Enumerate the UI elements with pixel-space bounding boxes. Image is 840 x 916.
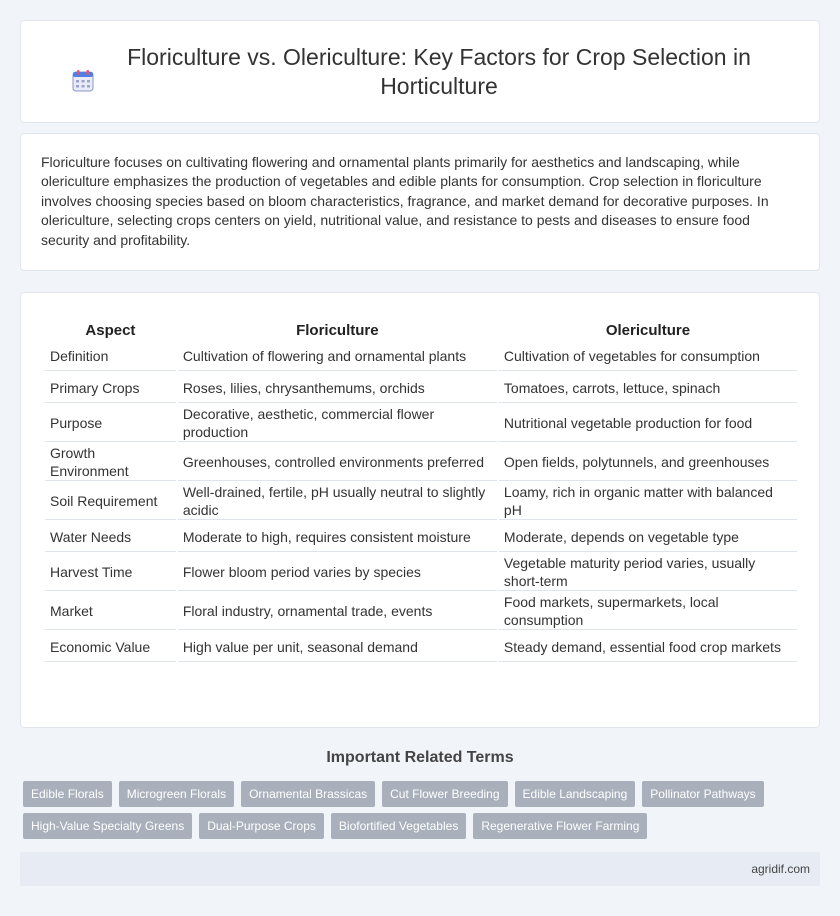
tag-biofortified-vegetables[interactable]: Biofortified Vegetables	[331, 813, 466, 839]
table-cell: Greenhouses, controlled environments preferred	[178, 444, 497, 481]
page-title: Floriculture vs. Olericulture: Key Factors for Crop Selection in Horticulture	[127, 43, 751, 99]
tag-high-value-specialty-greens[interactable]: High-Value Specialty Greens	[23, 813, 192, 839]
table-cell: Purpose	[45, 405, 176, 442]
tag-microgreen-florals[interactable]: Microgreen Florals	[119, 781, 234, 807]
table-row	[45, 341, 797, 371]
table-cell: Loamy, rich in organic matter with balanced pH	[499, 483, 797, 520]
table-cell: Flower bloom period varies by species	[178, 554, 497, 591]
tag-edible-florals[interactable]: Edible Florals	[23, 781, 112, 807]
table-cell: Market	[45, 593, 176, 630]
table-row	[45, 522, 797, 552]
table-cell: Cultivation of vegetables for consumption	[499, 341, 797, 371]
table-cell: Soil Requirement	[45, 483, 176, 520]
title-wrap	[31, 43, 809, 101]
table-row	[45, 554, 797, 591]
table-cell: Steady demand, essential food crop markets	[499, 632, 797, 662]
footer-site-link[interactable]: agridif.com	[751, 862, 810, 876]
table-cell: Definition	[45, 341, 176, 371]
table-cell: Decorative, aesthetic, commercial flower production	[178, 405, 497, 442]
table-cell: High value per unit, seasonal demand	[178, 632, 497, 662]
intro-text: Floriculture focuses on cultivating flowering and ornamental plants primarily for aesthetics and landscaping, while olericulture emphasizes the production of vegetables and edible plants for consumption. Crop selection in floriculture involves choosing species based on bloom characteristics, fragrance, and market demand for decorative purposes. In olericulture, selecting crops centers on yield, nutritional value, and resistance to pests and diseases to ensure food security and profitability.	[41, 154, 769, 248]
table-cell: Roses, lilies, chrysanthemums, orchids	[178, 373, 497, 403]
table-cell: Nutritional vegetable production for food	[499, 405, 797, 442]
table-cell: Cultivation of flowering and ornamental plants	[178, 341, 497, 371]
table-row	[45, 373, 797, 403]
tag-edible-landscaping[interactable]: Edible Landscaping	[515, 781, 636, 807]
table-cell: Primary Crops	[45, 373, 176, 403]
table-cell: Vegetable maturity period varies, usually short-term	[499, 554, 797, 591]
calendar-icon	[71, 69, 95, 93]
related-terms-tags	[23, 781, 803, 839]
comparison-table	[43, 315, 799, 664]
tag-pollinator-pathways[interactable]: Pollinator Pathways	[642, 781, 763, 807]
table-header-row	[45, 317, 797, 339]
header-olericulture: Olericulture	[605, 322, 691, 339]
table-cell: Harvest Time	[45, 554, 176, 591]
tag-ornamental-brassicas[interactable]: Ornamental Brassicas	[241, 781, 375, 807]
tag-regenerative-flower-farming[interactable]: Regenerative Flower Farming	[473, 813, 647, 839]
table-row	[45, 593, 797, 630]
table-row	[45, 483, 797, 520]
header-floriculture: Floriculture	[296, 322, 379, 339]
table-row	[45, 444, 797, 481]
table-row	[45, 405, 797, 442]
table-cell: Well-drained, fertile, pH usually neutral to slightly acidic	[178, 483, 497, 520]
footer	[20, 852, 820, 886]
table-cell: Moderate, depends on vegetable type	[499, 522, 797, 552]
related-terms-title: Important Related Terms	[326, 749, 514, 766]
comparison-table-card	[20, 292, 820, 728]
tag-cut-flower-breeding[interactable]: Cut Flower Breeding	[382, 781, 507, 807]
table-cell: Floral industry, ornamental trade, events	[178, 593, 497, 630]
table-cell: Tomatoes, carrots, lettuce, spinach	[499, 373, 797, 403]
table-cell: Water Needs	[45, 522, 176, 552]
table-cell: Open fields, polytunnels, and greenhouses	[499, 444, 797, 481]
table-row	[45, 632, 797, 662]
title-card	[20, 20, 820, 123]
table-cell: Food markets, supermarkets, local consumption	[499, 593, 797, 630]
table-cell: Moderate to high, requires consistent moisture	[178, 522, 497, 552]
table-cell: Growth Environment	[45, 444, 176, 481]
intro-card	[20, 133, 820, 271]
header-aspect: Aspect	[85, 322, 136, 339]
tag-dual-purpose-crops[interactable]: Dual-Purpose Crops	[199, 813, 324, 839]
table-cell: Economic Value	[45, 632, 176, 662]
